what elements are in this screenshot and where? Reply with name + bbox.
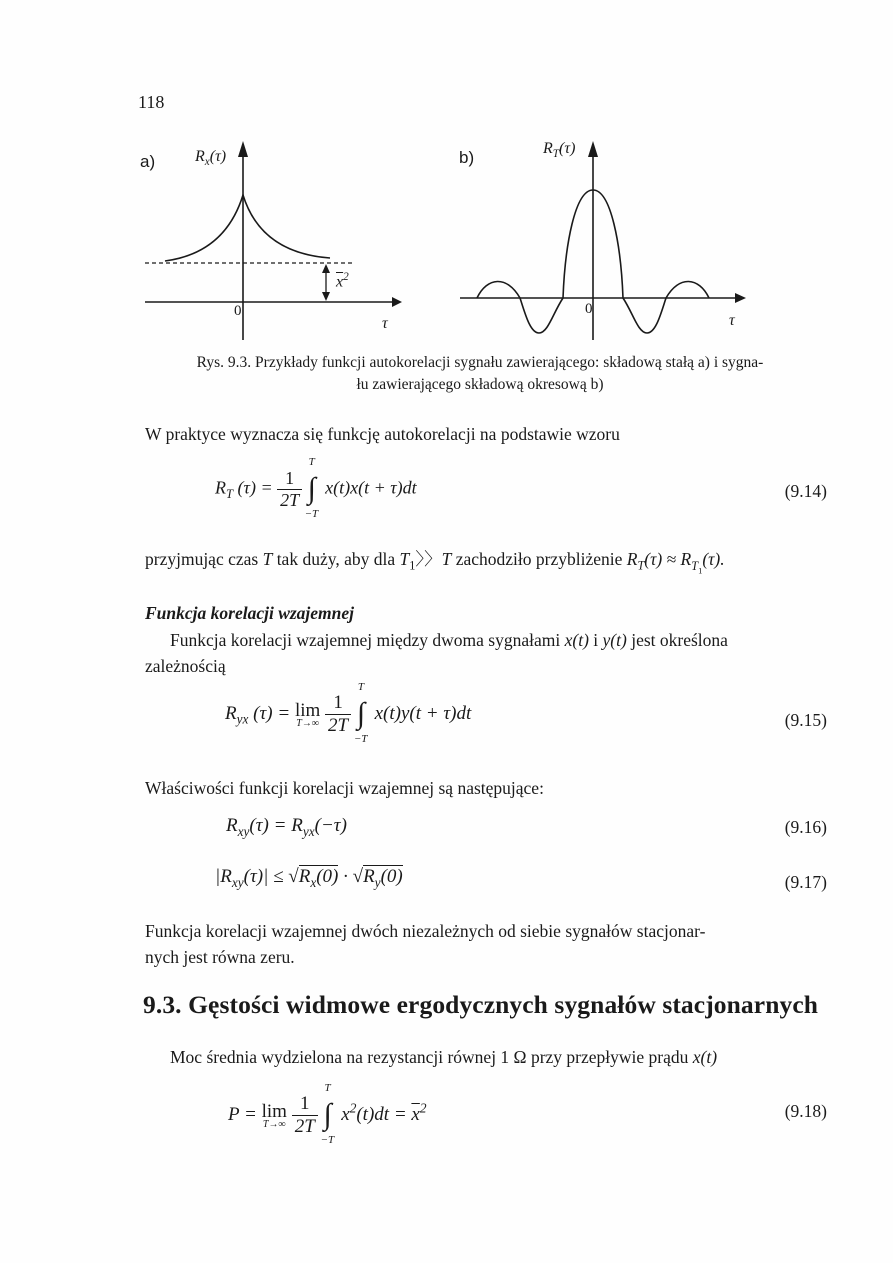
figure-a-curve: [165, 195, 330, 261]
figure-b-ylabel: $R_T(\tau)$: [543, 140, 576, 161]
section-heading: 9.3. Gęstości widmowe ergodycznych sygnałów stacjonarnych: [143, 990, 819, 1019]
figure-b-plot: [455, 135, 755, 340]
equation-number-9-14: (9.14): [784, 481, 827, 501]
figure-b-x-arrow: [735, 293, 746, 303]
figure-a-ylabel: $R_x(\tau)$: [195, 148, 227, 169]
equation-number-9-16: (9.16): [784, 817, 827, 837]
equation-9-15: $R_{yx}$ (τ) = lim T→∞ $\frac{1}{2T}$ T ∫ −T x(t)y(t + τ)dt: [225, 680, 472, 745]
figure-a-mean-label: $\overline{x}^2$: [336, 271, 349, 291]
figure-b-origin: 0: [585, 301, 593, 317]
figure-a-origin: 0: [234, 303, 242, 319]
paragraph-4: Właściwości funkcji korelacji wzajemnej są następujące:: [145, 778, 544, 798]
paragraph-3: Funkcja korelacji wzajemnej między dwoma sygnałami x(t) i y(t) jest określona zależnością: [145, 630, 728, 676]
figure-a-label: a): [140, 152, 156, 171]
figure-a-plot: [140, 135, 410, 340]
subheading-cross-correlation: Funkcja korelacji wzajemnej: [145, 603, 355, 623]
equation-9-17: $|R_{xy}(\tau)| \le √R_x(0) \cdot √R_y(0)$: [215, 866, 403, 890]
paragraph-2: przyjmując czas T tak duży, aby dla $T_1$〉〉T zachodziło przybliżenie $R_T(\tau) \approx R_{T_1}(\tau)$.: [145, 549, 725, 575]
figure-b: [455, 135, 755, 340]
figure-a-y-arrow: [238, 141, 248, 157]
figure-a-x-arrow: [392, 297, 402, 307]
figure-a-xlabel: τ: [382, 315, 388, 332]
equation-number-9-18: (9.18): [784, 1101, 827, 1121]
equation-9-16: $R_{xy}(\tau) = R_{yx}(-\tau)$: [226, 815, 347, 839]
equation-9-14: $R_T$ (τ) = $\frac{1}{2T}$ T ∫ −T x(t)x(t + τ)dt: [215, 455, 417, 520]
caption-line-2: łu zawierającego składową okresową b): [356, 376, 604, 393]
equation-number-9-17: (9.17): [784, 872, 827, 892]
figure-b-y-arrow: [588, 141, 598, 157]
figure-a: [140, 135, 410, 340]
figure-b-xlabel: τ: [729, 312, 735, 329]
paragraph-6: Moc średnia wydzielona na rezystancji równej 1 Ω przy przepływie prądu x(t): [170, 1047, 718, 1067]
figure-caption: [130, 352, 830, 396]
equation-number-9-15: (9.15): [784, 710, 827, 730]
figure-b-label: b): [459, 148, 475, 167]
caption-line-1: Rys. 9.3. Przykłady funkcji autokorelacji sygnału zawierającego: składową stałą a) i sygna-: [196, 354, 764, 371]
paragraph-1: W praktyce wyznacza się funkcję autokorelacji na podstawie wzoru: [145, 424, 620, 444]
page-number: 118: [138, 92, 165, 112]
equation-9-18: P = lim T→∞ $\frac{1}{2T}$ T ∫ −T $x^2(t)dt = \overline{x}^2$: [228, 1081, 427, 1146]
paragraph-5: Funkcja korelacji wzajemnej dwóch niezależnych od siebie sygnałów stacjonar- nych jest równa zeru.: [145, 921, 706, 967]
